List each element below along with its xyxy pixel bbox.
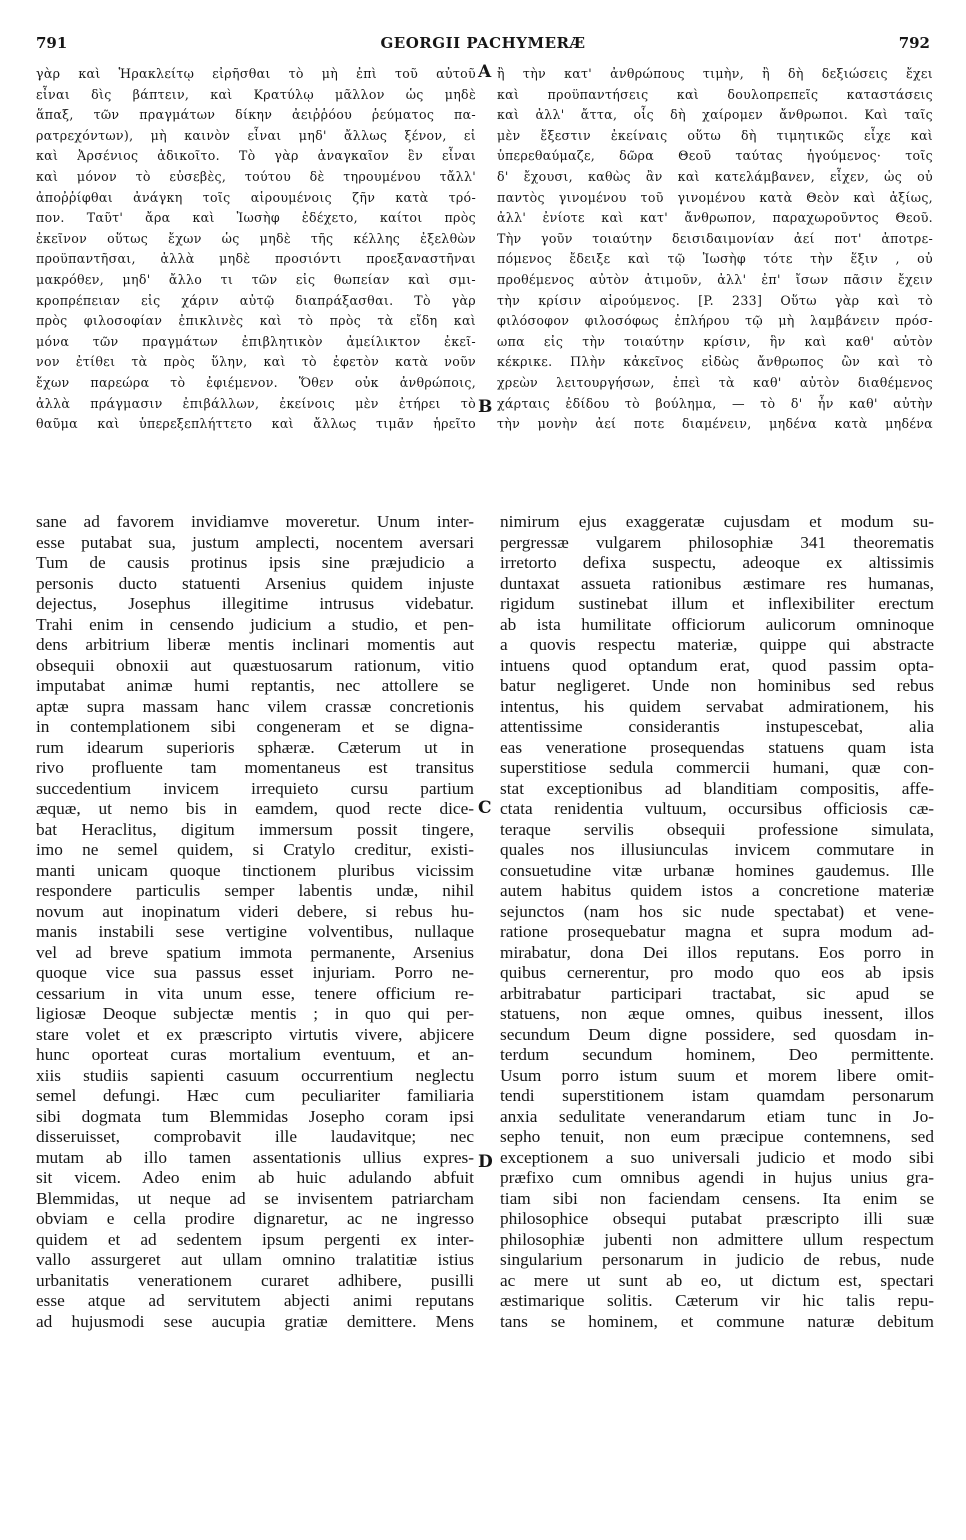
text-line: παντὸς γινομένου τοῦ γινομένου κατὰ Θεὸν καὶ ἀξίως, <box>497 189 933 205</box>
text-line: tendi superstitionem istam quamdam personarum <box>500 1086 934 1105</box>
text-line: pergressæ vulgarem philosophiæ 341 theorematis <box>500 532 934 552</box>
text-line: Usum porro istum suum et morem libere omit- <box>500 1065 934 1085</box>
latin-column-right <box>500 512 934 1332</box>
text-line: rigidum sustinebat illum et inflexibiliter erectum <box>500 594 934 613</box>
text-line: xiis studiis sapienti casuum occurrentium neglectu <box>36 1065 474 1085</box>
text-line: ἀλλ' ἐνίοτε καὶ κατ' ἄνθρωπον, παραχωροῦντος Θεοῦ. <box>497 210 933 226</box>
text-line: attentissime considerantis instupescebat, alia <box>500 717 934 736</box>
text-line: κέκρικε. Πλὴν κἀκεῖνος εἰδὼς ἄνθρωπος ὢν καὶ τὸ <box>497 354 933 370</box>
text-line: dens arbitrium liberæ mentis inclinari momentis aut <box>36 635 474 654</box>
text-line: anxia sedulitate venerandarum etiam tunc in Jo- <box>500 1106 934 1126</box>
text-line: quidem et ad sedentem ipsum pergenti ex inter- <box>36 1229 474 1249</box>
text-line: καὶ μόνον τὸ εὐσεβὲς, τούτου δὲ τηρουμένου τἄλλ' <box>36 168 476 184</box>
text-line: Blemmidas, ut neque ad se invisentem patriarcham <box>36 1188 474 1208</box>
text-line: sibi dogmata tum Blemmidas Josepho coram ipsi <box>36 1106 474 1126</box>
text-line: vel ad breve spatium immota permanente, Arsenius <box>36 942 474 962</box>
text-line: χάρταις ἐδίδου τὸ βούλημα, — τὸ δ' ἦν καθ' αὐτὴν <box>497 395 933 411</box>
text-line: respondere particulis semper labentis undæ, nihil <box>36 881 474 900</box>
text-line: autem habitus quidem istos a concretione materiæ <box>500 881 934 900</box>
text-line: terdum secundum hominem, Deo permittente. <box>500 1045 934 1064</box>
text-line: intentus, his quidem servabat admirationem, his <box>500 696 934 716</box>
text-line: statuens, non æque omnes, quibus inessent, illos <box>500 1004 934 1023</box>
text-line: stare volet et ex præscripto virtutis vivere, abjicere <box>36 1024 474 1044</box>
text-line: ad hujusmodi sese aucupia gratiæ demittere. Mens <box>36 1311 474 1331</box>
text-line: καὶ προϋπαντήσεις καὶ δουλοπρεπεῖς καταστάσεις <box>497 86 933 102</box>
text-line: tiam sibi non faciendam censens. Ita enim se <box>500 1188 934 1208</box>
text-line: προϋπαντῆσαι, ἀλλὰ μηδὲ προσιόντι προεξαναστῆναι <box>36 251 476 267</box>
text-line: duntaxat assueta rationibus æstimare res humanas, <box>500 573 934 593</box>
text-line: stat exceptionibus ad blanditiam compositis, affe- <box>500 778 934 798</box>
section-marker-a: A <box>478 62 492 82</box>
text-line: mirabatur, dona Dei illos reputans. Eos porro in <box>500 942 934 962</box>
latin-column-left <box>36 512 474 1332</box>
text-line: γὰρ καὶ Ἡρακλείτῳ εἰρῆσθαι τὸ μὴ ἐπὶ τοῦ αὐτοῦ <box>36 66 476 81</box>
text-line: ac mere ut sunt ab eo, ut dictum est, spectari <box>500 1270 934 1290</box>
text-line: novum aut inopinatum videri debere, si rebus hu- <box>36 901 474 921</box>
text-line: θαῦμα καὶ ὑπερεξεπλήττετο καὶ ἄλλως τιμᾶν ἡρεῖτο <box>36 416 476 432</box>
text-line: nimirum ejus exaggeratæ cujusdam et modum su- <box>500 512 934 531</box>
text-line: manis instabili sese vertigine volventibus, nullaque <box>36 922 474 941</box>
text-line: consuetudine vitæ urbanæ homines gaudemus. Ille <box>500 860 934 880</box>
text-line: ἅπαξ, τῶν πραγμάτων δίκην ἀειῤῥόου ῥεύματος πα- <box>36 107 476 123</box>
text-line: πον. Ταῦτ' ἄρα καὶ Ἰωσὴφ ἐδέχετο, καίτοι πρὸς <box>36 210 476 226</box>
text-line: obsequii obnoxii aut quæstuosarum rationum, vitio <box>36 655 474 675</box>
text-line: rivo profluente tam momentaneus est transitus <box>36 758 474 777</box>
text-line: ρατρεχόντων), μὴ καινὸν εἶναι μηδ' ἄλλως ξένον, εἰ <box>36 127 476 143</box>
text-line: quales nos illusiunculas invicem commutare in <box>500 840 934 859</box>
text-line: in contemplationem sibi congeneram et se digna- <box>36 717 474 736</box>
text-line: sepho tenuit, non eum præcipue contemnens, sed <box>500 1127 934 1146</box>
text-line: quibus cernerentur, pro modo quo eos ab ipsis <box>500 963 934 982</box>
text-line: hunc oporteat curas mortalium eventuum, et an- <box>36 1045 474 1064</box>
text-line: imo ne semel quidem, si Cratylo creditur, existi- <box>36 840 474 859</box>
text-line: Τὴν γοῦν τοιαύτην δεισιδαιμονίαν ἀεί ποτ' ἀποτρε- <box>497 230 933 246</box>
greek-column-right <box>497 64 933 435</box>
section-marker-b: B <box>478 397 493 417</box>
text-line: τὴν κρίσιν αἱρούμενος. [P. 233] Οὕτω γὰρ καὶ τὸ <box>497 292 933 308</box>
page-number-right: 792 <box>898 34 930 52</box>
text-line: esse putabat sua, justum amplecti, nocentem aversari <box>36 532 474 552</box>
text-line: semel defungi. Hæc cum peculiariter familiaria <box>36 1086 474 1105</box>
text-line: mutam ab illo tamen assentationis ullius expres- <box>36 1147 474 1167</box>
text-line: disseruisset, comprobavit ille laudavitque; nec <box>36 1127 474 1146</box>
text-line: imputabat animæ humi reptantis, nec attollere se <box>36 676 474 695</box>
text-line: ratione prosequebatur magna et supra modum ad- <box>500 922 934 941</box>
text-line: personis ducto statuenti Arsenius quidem injuste <box>36 573 474 593</box>
text-line: singularium personarum in judicio de rebus, nude <box>500 1250 934 1269</box>
text-line: ωπα εἰς τὴν τοιαύτην κρίσιν, ἣν καὶ καθ' αὐτὸν <box>497 333 933 349</box>
text-line: ctata renidentia vultuum, occursibus officiosis cæ- <box>500 799 934 818</box>
text-line: succedentium invicem irrequieto cursu partium <box>36 778 474 798</box>
text-line: μόνα τῶν πραγμάτων ἐπιβλητικὸν ἀμείλικτον ἐκεῖ- <box>36 333 476 349</box>
section-marker-d: D <box>478 1152 493 1172</box>
text-line: sane ad favorem invidiamve moveretur. Unum inter- <box>36 512 474 531</box>
text-line: bat Heraclitus, digitum immersum possit tingere, <box>36 819 474 839</box>
text-line: φιλόσοφον φιλοσόφως ἐπλήρου τῷ μὴ λαμβάνειν πρόσ- <box>497 313 933 329</box>
page-number-left: 791 <box>36 34 68 52</box>
text-line: batur negligeret. Unde non hominibus sed rebus <box>500 676 934 695</box>
text-line: κροπρέπειαν εἰς χάριν αὐτῷ διαπράξασθαι. Τὸ γὰρ <box>36 292 476 308</box>
text-line: teraque servilis obsequii professione simulata, <box>500 819 934 839</box>
text-line: ἢ τὴν κατ' ἀνθρώπους τιμὴν, ἢ δὴ δεξιώσεις ἔχει <box>497 66 933 81</box>
text-line: esse atque ad servitutem abjecti animi reputans <box>36 1291 474 1310</box>
text-line: secundum Deum digne possidere, sed quosdam in- <box>500 1024 934 1044</box>
text-line: καὶ ἀλλ' ἄττα, οἷς δὴ χαίρομεν ἄνθρωποι. Καὶ ταῖς <box>497 107 933 123</box>
text-line: præfixo cum omnibus agendi in hujus unius gra- <box>500 1168 934 1187</box>
text-line: philosophiæ jubenti non admittere ullum respectum <box>500 1229 934 1249</box>
text-line: obviam e cella prodire dignaretur, ac ne ingresso <box>36 1209 474 1228</box>
text-line: ὑπερεθαύμαζε, δῶρα Θεοῦ ταύτας ἡγούμενος· τοῖς <box>497 148 933 164</box>
text-line: μὲν ἔξεστιν ἐκείναις οὕτω δὴ τιμητικῶς εἶχε καὶ <box>497 127 933 143</box>
text-line: ἐκεῖνον οὕτως ἔχων ὡς μηδὲ τῆς κέλλης ἐξελθὼν <box>36 230 476 246</box>
text-line: urbanitatis venerationem curaret adhibere, pusilli <box>36 1270 474 1290</box>
text-line: aptæ supra massam hanc vilem crassæ concretionis <box>36 696 474 716</box>
text-line: tans se hominem, et commune naturæ debitum <box>500 1311 934 1331</box>
text-line: exceptionem a suo universali judicio et modo sibi <box>500 1147 934 1167</box>
text-line: ἀλλὰ πράγμασιν ἐπιβάλλων, ἐκείνοις μὲν ἐτήρει τὸ <box>36 395 476 411</box>
running-title: GEORGII PACHYMERÆ <box>380 34 586 52</box>
text-line: ligiosæ Deoque subjectæ mentis ; in quo qui per- <box>36 1004 474 1023</box>
text-line: philosophice obsequi putabat præscripto illi suæ <box>500 1209 934 1228</box>
text-line: quoque vice sua passus esset injuriam. Porro ne- <box>36 963 474 982</box>
text-line: eas veneratione prosequendas statuens quam ista <box>500 737 934 757</box>
text-line: νον ἐτίθει τὰ πρὸς ὕλην, καὶ τὸ ἐφετὸν κατὰ νοῦν <box>36 354 476 370</box>
text-line: Trahi enim in censendo judicium a studio, et pen- <box>36 614 474 634</box>
text-line: ἀποῤῥίφθαι ἀνάγκη τοῖς αἱρουμένοις ζῆν κατὰ τρό- <box>36 189 476 205</box>
text-line: a quovis respectu materiæ, quippe qui abstracte <box>500 635 934 654</box>
text-line: intuens quod optandum erat, quod passim opta- <box>500 655 934 675</box>
text-line: δ' ἔχουσι, καθὼς ἂν καὶ κατελάμβανεν, εἶχεν, ὡς οὐ <box>497 168 933 184</box>
text-line: ἔχων παρεώρα τὸ ἐφιέμενον. Ὅθεν οὐκ ἀνθρώποις, <box>36 374 476 390</box>
text-line: εἶναι δὶς βάπτειν, καὶ Κρατύλῳ μᾶλλον ὡς μηδὲ <box>36 86 476 102</box>
text-line: τὴν μονὴν ἀεί ποτε διαμένειν, μηδένα κατὰ μηδένα <box>497 416 933 432</box>
text-line: πρὸς φιλοσοφίαν ἐπικλινὲς καὶ τὸ πρὸς τὰ εἴδη καὶ <box>36 313 476 329</box>
running-header <box>36 34 930 58</box>
section-marker-c: C <box>478 798 492 818</box>
text-line: sejunctos (nam hos sic nude spectabat) et vene- <box>500 901 934 921</box>
text-line: sit vicem. Adeo enim ab huic adulando abfuit <box>36 1168 474 1187</box>
text-line: Tum de causis protinus ipsis sine præjudicio a <box>36 553 474 572</box>
text-line: rum idearum superioris sphæræ. Cæterum ut in <box>36 737 474 757</box>
text-line: superstitiose sedula commercii humani, quæ con- <box>500 758 934 777</box>
text-line: vallo assurgeret aut ullam omnino tralatitiæ istius <box>36 1250 474 1269</box>
text-line: irretorto defixa suspectu, adeoque ex altissimis <box>500 553 934 572</box>
text-line: manti unicam quoque tinctionem pluribus vicissim <box>36 860 474 880</box>
text-line: cessarium in vita unum esse, tenere officium re- <box>36 983 474 1003</box>
text-line: καὶ Ἀρσένιος ἀδικοῖτο. Τὸ γὰρ ἀναγκαῖον ἓν εἶναι <box>36 148 476 164</box>
text-line: æquæ, ut nemo bis in eamdem, quod recte dice- <box>36 799 474 818</box>
text-line: dejectus, Josephus illegitime intrusus videbatur. <box>36 594 474 613</box>
text-line: πόμενος ἔδειξε καὶ τῷ Ἰωσὴφ τότε τὴν ἕξιν , οὐ <box>497 251 933 267</box>
text-line: ab ista humilitate officiorum aulicorum omninoque <box>500 614 934 634</box>
greek-column-left <box>36 64 476 435</box>
text-line: μακρόθεν, μηδ' ἄλλο τι τῶν εἰς θωπείαν καὶ σμι- <box>36 271 476 287</box>
text-line: χρεὼν λειτουργήσων, ἐπεὶ τὰ καθ' αὐτὸν διαθέμενος <box>497 374 933 390</box>
text-line: arbitrabatur participari tractabat, sic apud se <box>500 983 934 1003</box>
text-line: προθέμενος αὐτὸν ἀτιμοῦν, ἀλλ' ἐπ' ἴσων πᾶσιν ἔχειν <box>497 271 933 287</box>
text-line: æstimarique solitis. Cæterum vir hic talis repu- <box>500 1291 934 1310</box>
